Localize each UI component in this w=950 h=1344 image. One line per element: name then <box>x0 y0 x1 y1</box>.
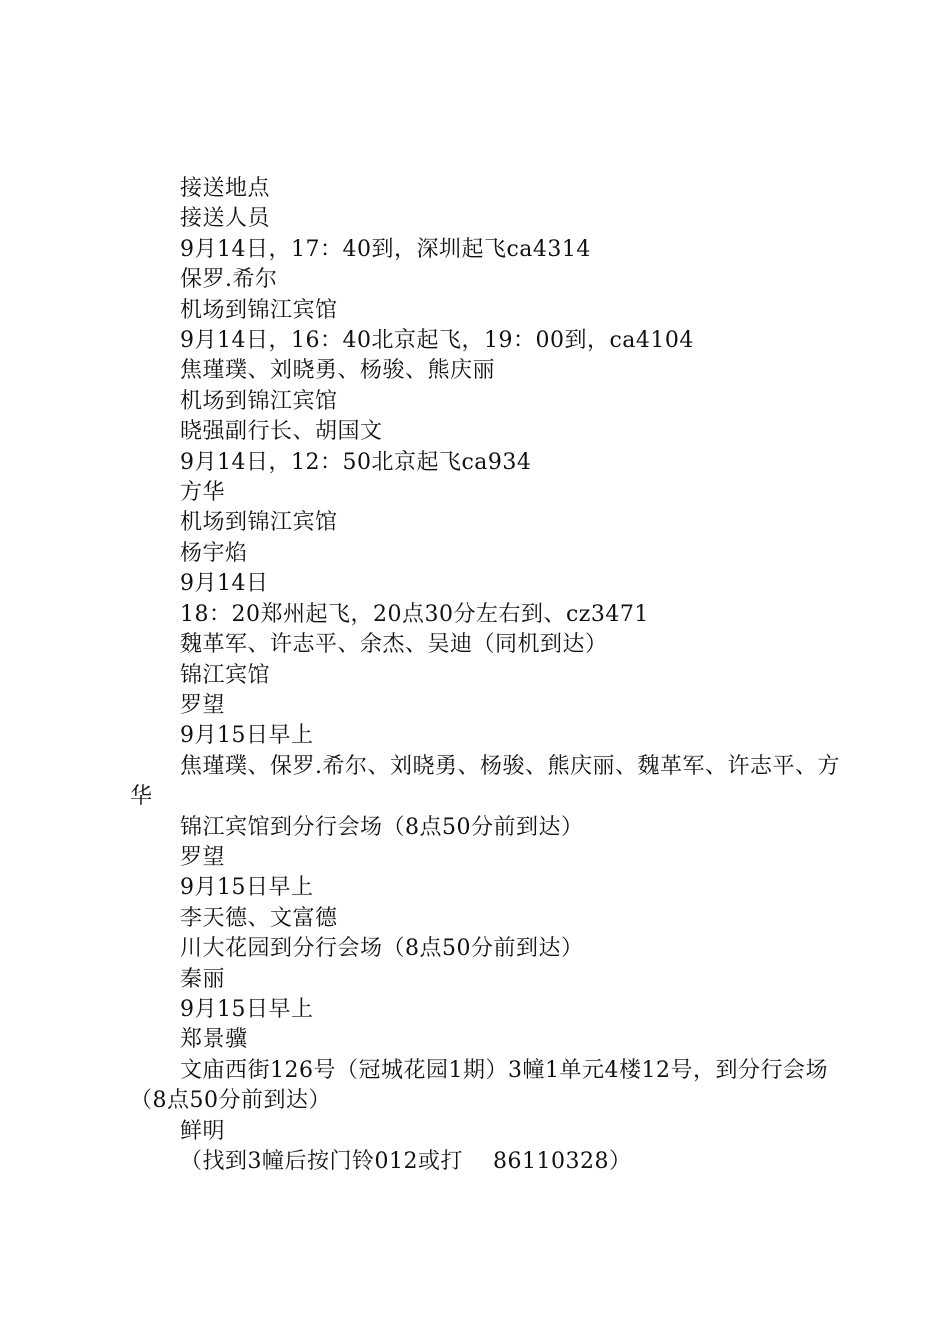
text-line: 杨宇焰 <box>180 540 248 566</box>
document-body <box>130 174 850 1177</box>
text-line: 18：20郑州起飞，20点30分左右到、cz3471 <box>180 601 649 627</box>
text-line: 秦丽 <box>180 966 226 992</box>
text-line: 9月14日，16：40北京起飞，19：00到，ca4104 <box>180 328 694 354</box>
text-line: 保罗.希尔 <box>180 267 278 293</box>
text-line: 焦瑾璞、保罗.希尔、刘晓勇、杨骏、熊庆丽、魏革军、许志平、方华 <box>130 753 840 810</box>
text-line: 魏革军、许志平、余杰、吴迪（同机到达） <box>180 632 608 658</box>
text-line: 文庙西街126号（冠城花园1期）3幢1单元4楼12号，到分行会场（8点50分前到达） <box>130 1057 828 1114</box>
text-line: 罗望 <box>180 844 226 870</box>
text-line: 9月14日，12：50北京起飞ca934 <box>180 449 532 475</box>
text-line: 晓强副行长、胡国文 <box>180 419 383 445</box>
text-line: 锦江宾馆 <box>180 662 271 688</box>
text-line-pickup-staff-header: 接送人员 <box>180 206 271 232</box>
text-line: 9月15日早上 <box>180 875 314 901</box>
text-line: 方华 <box>180 480 226 506</box>
text-line: （找到3幢后按门铃012或打 86110328） <box>180 1149 632 1174</box>
text-line: 川大花园到分行会场（8点50分前到达） <box>180 936 584 962</box>
text-line: 锦江宾馆到分行会场（8点50分前到达） <box>180 814 584 840</box>
text-line: 机场到锦江宾馆 <box>180 388 338 414</box>
text-line: 9月15日早上 <box>180 996 314 1022</box>
text-line: 罗望 <box>180 692 226 718</box>
text-line: 焦瑾璞、刘晓勇、杨骏、熊庆丽 <box>180 358 496 384</box>
text-line: 9月15日早上 <box>180 723 314 749</box>
text-line: 机场到锦江宾馆 <box>180 510 338 536</box>
text-line: 郑景骥 <box>180 1027 248 1053</box>
text-line: 9月14日 <box>180 571 269 597</box>
text-line: 李天德、文富德 <box>180 905 338 931</box>
text-line: 机场到锦江宾馆 <box>180 297 338 323</box>
text-line: 鲜明 <box>180 1118 226 1144</box>
text-line-pickup-location-header: 接送地点 <box>180 176 271 201</box>
text-line: 9月14日，17：40到，深圳起飞ca4314 <box>180 236 591 262</box>
